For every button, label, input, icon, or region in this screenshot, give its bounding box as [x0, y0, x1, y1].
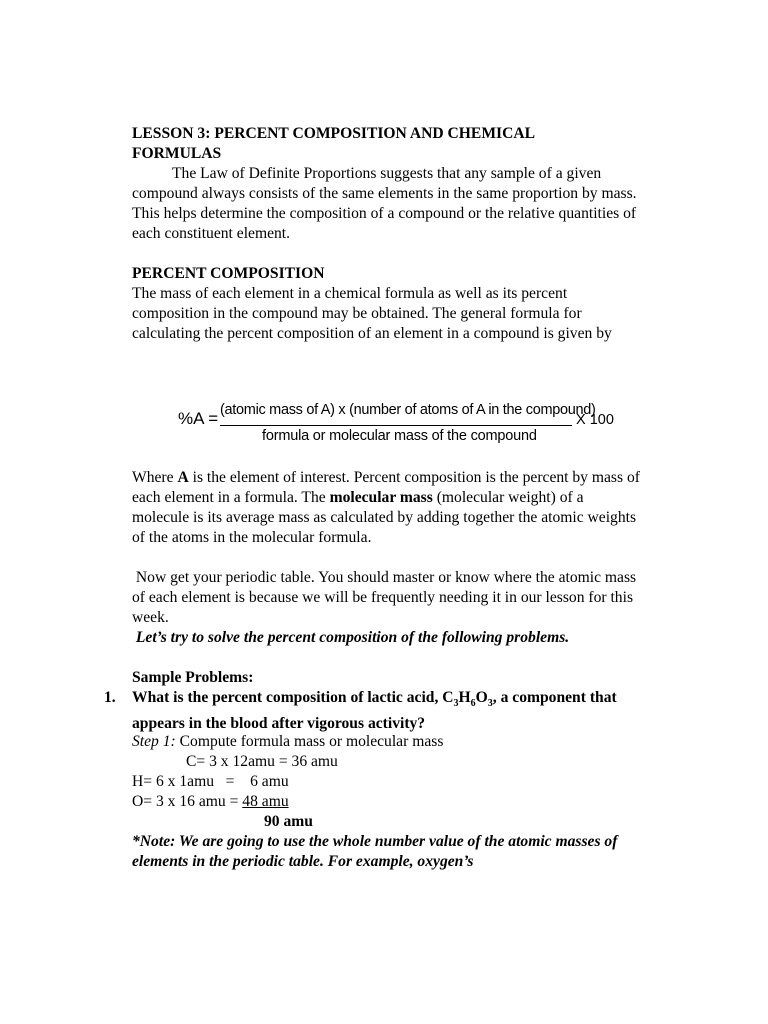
sub-o: 3 — [487, 698, 493, 710]
where-bold-a: A — [177, 469, 189, 486]
title-line-2: FORMULAS — [132, 145, 222, 162]
lets-try-text: Let’s try to solve the percent composition of the following problems. — [132, 629, 570, 646]
lesson-title — [132, 124, 644, 164]
problem-text-a: What is the percent composition of lactic acid, C — [132, 689, 454, 706]
calc-total: 90 amu — [264, 813, 313, 830]
sub-c: 3 — [453, 698, 459, 710]
periodic-paragraph: Now get your periodic table. You should master or know where the atomic mass of each element is because we will be frequently needing it in our lesson for this week. — [132, 569, 641, 626]
calc-hydrogen: H= 6 x 1amu = 6 amu — [132, 773, 289, 790]
title-line-1: LESSON 3: PERCENT COMPOSITION AND CHEMICAL — [132, 125, 536, 142]
problem-text-d: , a component that appears in the blood after vigorous activity? — [132, 689, 617, 733]
problem-text-b: H — [458, 689, 471, 706]
fraction-bar — [220, 425, 572, 426]
section-heading: PERCENT COMPOSITION — [132, 265, 325, 282]
sample-problems-heading: Sample Problems: — [132, 669, 254, 686]
formula-denominator: formula or molecular mass of the compound — [262, 428, 537, 444]
calc-carbon: C= 3 x 12amu = 36 amu — [186, 753, 338, 770]
calc-oxygen — [132, 792, 644, 812]
calc-oxygen-value: 48 amu — [242, 793, 289, 810]
step1-line — [132, 732, 644, 752]
where-text-3: (molecular weight) of a molecule is its average mass as calculated by adding together the atomic weights of the atoms in the molecular formula. — [132, 489, 637, 546]
intro-paragraph: The Law of Definite Proportions suggests that any sample of a given compound always consists of the same elements in the same proportion by mass. This helps determine the composition of a compound or the relative quantities of each constituent element. — [132, 165, 637, 242]
sub-h: 6 — [470, 698, 476, 710]
problem-number: 1. — [104, 689, 116, 706]
problem-text — [132, 688, 644, 734]
where-text-1: Where — [132, 469, 178, 486]
section-paragraph: The mass of each element in a chemical formula as well as its percent composition in the compound may be obtained. The general formula for calculating the percent composition of an element in a compound is given by — [132, 285, 612, 342]
where-text-2: is the element of interest. Percent composition is the percent by mass of each element in a formula. The — [132, 469, 640, 506]
calc-oxygen-prefix: O= 3 x 16 amu = — [132, 793, 243, 810]
problem-text-c: O — [475, 689, 488, 706]
formula-multiplier: X 100 — [576, 412, 614, 428]
step1-label: Step 1: — [132, 733, 176, 750]
formula-lhs: %A = — [178, 409, 219, 428]
percent-formula — [178, 400, 618, 450]
step1-text: Compute formula mass or molecular mass — [175, 733, 444, 750]
formula-numerator: (atomic mass of A) x (number of atoms of A in the compound) — [220, 402, 596, 418]
molecular-mass-term: molecular mass — [329, 489, 433, 506]
where-paragraph — [132, 468, 644, 548]
note-text: *Note: We are going to use the whole number value of the atomic masses of elements in the periodic table. For example, oxygen’s — [132, 833, 618, 870]
